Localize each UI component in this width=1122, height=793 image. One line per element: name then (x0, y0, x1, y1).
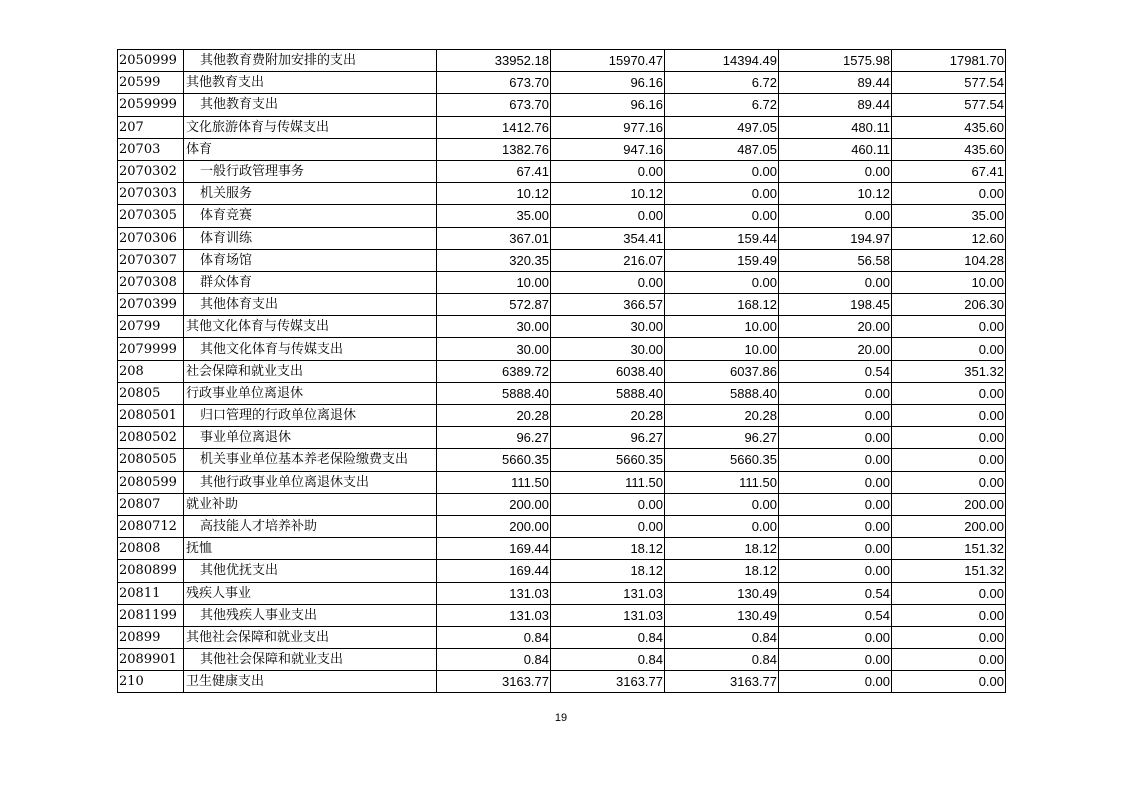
row-item-name: 就业补助 (184, 493, 437, 515)
row-amount-2: 5888.40 (551, 382, 665, 404)
row-amount-5: 151.32 (892, 560, 1006, 582)
row-code: 2080501 (118, 405, 184, 427)
row-item-name: 其他文化体育与传媒支出 (184, 316, 437, 338)
row-amount-2: 0.00 (551, 205, 665, 227)
row-amount-2: 131.03 (551, 604, 665, 626)
row-item-name: 其他文化体育与传媒支出 (184, 338, 437, 360)
row-amount-3: 159.49 (665, 249, 779, 271)
row-amount-2: 0.84 (551, 649, 665, 671)
row-amount-1: 367.01 (437, 227, 551, 249)
table-row (118, 560, 1006, 582)
row-amount-3: 6.72 (665, 94, 779, 116)
row-code: 20899 (118, 626, 184, 648)
row-amount-2: 96.16 (551, 72, 665, 94)
row-amount-4: 89.44 (779, 72, 892, 94)
row-amount-3: 0.00 (665, 515, 779, 537)
row-amount-3: 6037.86 (665, 360, 779, 382)
row-amount-1: 20.28 (437, 405, 551, 427)
row-amount-3: 6.72 (665, 72, 779, 94)
row-amount-1: 200.00 (437, 493, 551, 515)
row-amount-1: 6389.72 (437, 360, 551, 382)
row-code: 2070307 (118, 249, 184, 271)
row-item-name: 事业单位离退休 (184, 427, 437, 449)
row-amount-3: 18.12 (665, 538, 779, 560)
row-amount-2: 0.00 (551, 493, 665, 515)
row-amount-4: 56.58 (779, 249, 892, 271)
row-code: 2089901 (118, 649, 184, 671)
row-item-name: 其他优抚支出 (184, 560, 437, 582)
table-row (118, 604, 1006, 626)
table-row (118, 138, 1006, 160)
row-amount-1: 0.84 (437, 626, 551, 648)
row-amount-3: 20.28 (665, 405, 779, 427)
row-item-name: 其他社会保障和就业支出 (184, 649, 437, 671)
row-code: 2080505 (118, 449, 184, 471)
row-code: 2080899 (118, 560, 184, 582)
row-amount-5: 0.00 (892, 449, 1006, 471)
row-amount-2: 131.03 (551, 582, 665, 604)
table-row (118, 294, 1006, 316)
row-amount-1: 3163.77 (437, 671, 551, 693)
row-amount-3: 0.84 (665, 626, 779, 648)
row-amount-2: 0.00 (551, 271, 665, 293)
row-amount-3: 0.00 (665, 493, 779, 515)
table-row (118, 316, 1006, 338)
row-amount-5: 0.00 (892, 427, 1006, 449)
table-row (118, 538, 1006, 560)
row-code: 2070305 (118, 205, 184, 227)
row-amount-5: 435.60 (892, 116, 1006, 138)
row-code: 2059999 (118, 94, 184, 116)
row-item-name: 社会保障和就业支出 (184, 360, 437, 382)
table-row (118, 649, 1006, 671)
row-amount-5: 577.54 (892, 72, 1006, 94)
row-amount-1: 96.27 (437, 427, 551, 449)
row-amount-1: 320.35 (437, 249, 551, 271)
table-row (118, 493, 1006, 515)
row-amount-2: 0.84 (551, 626, 665, 648)
row-amount-2: 111.50 (551, 471, 665, 493)
row-amount-4: 0.54 (779, 582, 892, 604)
row-amount-4: 194.97 (779, 227, 892, 249)
row-amount-5: 0.00 (892, 316, 1006, 338)
row-amount-3: 0.00 (665, 160, 779, 182)
row-amount-2: 0.00 (551, 160, 665, 182)
row-code: 20799 (118, 316, 184, 338)
row-code: 2080502 (118, 427, 184, 449)
row-amount-2: 20.28 (551, 405, 665, 427)
row-item-name: 文化旅游体育与传媒支出 (184, 116, 437, 138)
table-row (118, 271, 1006, 293)
row-code: 210 (118, 671, 184, 693)
row-code: 2080599 (118, 471, 184, 493)
row-amount-4: 0.00 (779, 382, 892, 404)
row-item-name: 其他社会保障和就业支出 (184, 626, 437, 648)
row-amount-1: 111.50 (437, 471, 551, 493)
row-amount-1: 0.84 (437, 649, 551, 671)
row-amount-5: 35.00 (892, 205, 1006, 227)
row-item-name: 抚恤 (184, 538, 437, 560)
expenditure-table (117, 49, 1006, 693)
row-amount-2: 216.07 (551, 249, 665, 271)
row-item-name: 体育 (184, 138, 437, 160)
row-amount-2: 15970.47 (551, 50, 665, 72)
row-amount-3: 168.12 (665, 294, 779, 316)
row-item-name: 行政事业单位离退休 (184, 382, 437, 404)
row-amount-3: 18.12 (665, 560, 779, 582)
row-code: 207 (118, 116, 184, 138)
row-amount-2: 10.12 (551, 183, 665, 205)
row-amount-4: 0.00 (779, 515, 892, 537)
row-amount-2: 96.27 (551, 427, 665, 449)
row-amount-3: 487.05 (665, 138, 779, 160)
row-amount-3: 0.84 (665, 649, 779, 671)
row-item-name: 归口管理的行政单位离退休 (184, 405, 437, 427)
row-amount-3: 10.00 (665, 316, 779, 338)
row-amount-2: 366.57 (551, 294, 665, 316)
row-amount-5: 0.00 (892, 649, 1006, 671)
row-amount-4: 20.00 (779, 316, 892, 338)
row-amount-4: 0.00 (779, 671, 892, 693)
row-item-name: 残疾人事业 (184, 582, 437, 604)
row-item-name: 机关事业单位基本养老保险缴费支出 (184, 449, 437, 471)
row-code: 20808 (118, 538, 184, 560)
page-number: 19 (554, 712, 568, 724)
row-item-name: 其他残疾人事业支出 (184, 604, 437, 626)
row-amount-2: 18.12 (551, 538, 665, 560)
row-amount-1: 10.00 (437, 271, 551, 293)
row-amount-3: 0.00 (665, 183, 779, 205)
row-amount-5: 0.00 (892, 338, 1006, 360)
row-amount-5: 351.32 (892, 360, 1006, 382)
table-body (118, 50, 1006, 693)
row-code: 20807 (118, 493, 184, 515)
table-row (118, 427, 1006, 449)
table-row (118, 249, 1006, 271)
row-amount-4: 0.00 (779, 649, 892, 671)
row-amount-5: 10.00 (892, 271, 1006, 293)
table-row (118, 360, 1006, 382)
row-code: 20599 (118, 72, 184, 94)
table-row (118, 116, 1006, 138)
table-row (118, 94, 1006, 116)
row-amount-3: 0.00 (665, 205, 779, 227)
row-amount-4: 0.00 (779, 626, 892, 648)
row-item-name: 其他教育费附加安排的支出 (184, 50, 437, 72)
row-item-name: 其他教育支出 (184, 94, 437, 116)
row-amount-2: 977.16 (551, 116, 665, 138)
table-row (118, 449, 1006, 471)
table-row (118, 671, 1006, 693)
table-row (118, 183, 1006, 205)
row-amount-3: 0.00 (665, 271, 779, 293)
row-item-name: 一般行政管理事务 (184, 160, 437, 182)
row-amount-1: 1412.76 (437, 116, 551, 138)
row-item-name: 其他体育支出 (184, 294, 437, 316)
row-amount-4: 0.00 (779, 405, 892, 427)
row-amount-1: 33952.18 (437, 50, 551, 72)
row-code: 2079999 (118, 338, 184, 360)
row-amount-5: 0.00 (892, 471, 1006, 493)
row-amount-5: 0.00 (892, 405, 1006, 427)
row-amount-5: 0.00 (892, 626, 1006, 648)
row-amount-2: 6038.40 (551, 360, 665, 382)
row-amount-2: 30.00 (551, 338, 665, 360)
table-row (118, 72, 1006, 94)
row-amount-1: 673.70 (437, 94, 551, 116)
row-amount-4: 0.54 (779, 360, 892, 382)
row-amount-4: 0.00 (779, 538, 892, 560)
row-amount-2: 18.12 (551, 560, 665, 582)
row-amount-4: 1575.98 (779, 50, 892, 72)
row-amount-4: 480.11 (779, 116, 892, 138)
row-item-name: 体育训练 (184, 227, 437, 249)
row-item-name: 群众体育 (184, 271, 437, 293)
row-code: 2070399 (118, 294, 184, 316)
row-amount-5: 200.00 (892, 493, 1006, 515)
row-item-name: 卫生健康支出 (184, 671, 437, 693)
row-amount-1: 169.44 (437, 560, 551, 582)
row-code: 20805 (118, 382, 184, 404)
row-code: 2080712 (118, 515, 184, 537)
row-amount-3: 14394.49 (665, 50, 779, 72)
row-amount-2: 947.16 (551, 138, 665, 160)
table-row (118, 471, 1006, 493)
row-amount-2: 30.00 (551, 316, 665, 338)
row-code: 2070303 (118, 183, 184, 205)
row-amount-3: 5888.40 (665, 382, 779, 404)
row-code: 2070308 (118, 271, 184, 293)
row-amount-3: 96.27 (665, 427, 779, 449)
row-amount-4: 20.00 (779, 338, 892, 360)
row-amount-4: 0.00 (779, 427, 892, 449)
row-amount-1: 10.12 (437, 183, 551, 205)
row-amount-4: 89.44 (779, 94, 892, 116)
row-amount-1: 30.00 (437, 338, 551, 360)
row-amount-1: 131.03 (437, 582, 551, 604)
table-row (118, 160, 1006, 182)
row-item-name: 机关服务 (184, 183, 437, 205)
row-amount-3: 130.49 (665, 582, 779, 604)
row-amount-5: 0.00 (892, 183, 1006, 205)
row-amount-1: 5660.35 (437, 449, 551, 471)
row-amount-4: 0.00 (779, 560, 892, 582)
table-row (118, 626, 1006, 648)
row-amount-2: 5660.35 (551, 449, 665, 471)
table-row (118, 338, 1006, 360)
table-row (118, 405, 1006, 427)
row-amount-4: 198.45 (779, 294, 892, 316)
row-amount-1: 35.00 (437, 205, 551, 227)
row-amount-5: 67.41 (892, 160, 1006, 182)
row-amount-1: 673.70 (437, 72, 551, 94)
row-amount-3: 130.49 (665, 604, 779, 626)
row-amount-5: 200.00 (892, 515, 1006, 537)
row-amount-5: 151.32 (892, 538, 1006, 560)
row-amount-4: 0.00 (779, 205, 892, 227)
row-amount-5: 104.28 (892, 249, 1006, 271)
row-amount-3: 10.00 (665, 338, 779, 360)
row-amount-4: 0.00 (779, 471, 892, 493)
row-code: 208 (118, 360, 184, 382)
row-amount-4: 460.11 (779, 138, 892, 160)
row-amount-4: 0.00 (779, 271, 892, 293)
table-row (118, 515, 1006, 537)
row-amount-1: 5888.40 (437, 382, 551, 404)
row-amount-5: 17981.70 (892, 50, 1006, 72)
row-amount-5: 12.60 (892, 227, 1006, 249)
row-amount-5: 435.60 (892, 138, 1006, 160)
table-row (118, 582, 1006, 604)
row-amount-5: 0.00 (892, 671, 1006, 693)
row-code: 2070306 (118, 227, 184, 249)
row-amount-2: 354.41 (551, 227, 665, 249)
row-item-name: 高技能人才培养补助 (184, 515, 437, 537)
row-amount-5: 0.00 (892, 582, 1006, 604)
row-amount-4: 0.00 (779, 493, 892, 515)
row-amount-1: 131.03 (437, 604, 551, 626)
row-item-name: 体育场馆 (184, 249, 437, 271)
row-amount-4: 0.00 (779, 449, 892, 471)
row-code: 2070302 (118, 160, 184, 182)
row-amount-3: 497.05 (665, 116, 779, 138)
row-amount-4: 0.54 (779, 604, 892, 626)
table-row (118, 205, 1006, 227)
row-amount-3: 5660.35 (665, 449, 779, 471)
row-amount-5: 577.54 (892, 94, 1006, 116)
row-item-name: 其他行政事业单位离退休支出 (184, 471, 437, 493)
row-item-name: 体育竞赛 (184, 205, 437, 227)
row-amount-3: 111.50 (665, 471, 779, 493)
table-row (118, 382, 1006, 404)
row-code: 20703 (118, 138, 184, 160)
row-amount-1: 67.41 (437, 160, 551, 182)
row-amount-4: 10.12 (779, 183, 892, 205)
row-amount-1: 169.44 (437, 538, 551, 560)
row-amount-1: 200.00 (437, 515, 551, 537)
row-amount-3: 159.44 (665, 227, 779, 249)
row-amount-5: 206.30 (892, 294, 1006, 316)
row-code: 20811 (118, 582, 184, 604)
row-amount-5: 0.00 (892, 604, 1006, 626)
row-item-name: 其他教育支出 (184, 72, 437, 94)
row-amount-1: 572.87 (437, 294, 551, 316)
row-amount-3: 3163.77 (665, 671, 779, 693)
row-amount-2: 3163.77 (551, 671, 665, 693)
table-row (118, 50, 1006, 72)
row-amount-2: 0.00 (551, 515, 665, 537)
row-amount-2: 96.16 (551, 94, 665, 116)
row-amount-1: 1382.76 (437, 138, 551, 160)
row-code: 2050999 (118, 50, 184, 72)
row-code: 2081199 (118, 604, 184, 626)
row-amount-5: 0.00 (892, 382, 1006, 404)
row-amount-1: 30.00 (437, 316, 551, 338)
row-amount-4: 0.00 (779, 160, 892, 182)
table-row (118, 227, 1006, 249)
